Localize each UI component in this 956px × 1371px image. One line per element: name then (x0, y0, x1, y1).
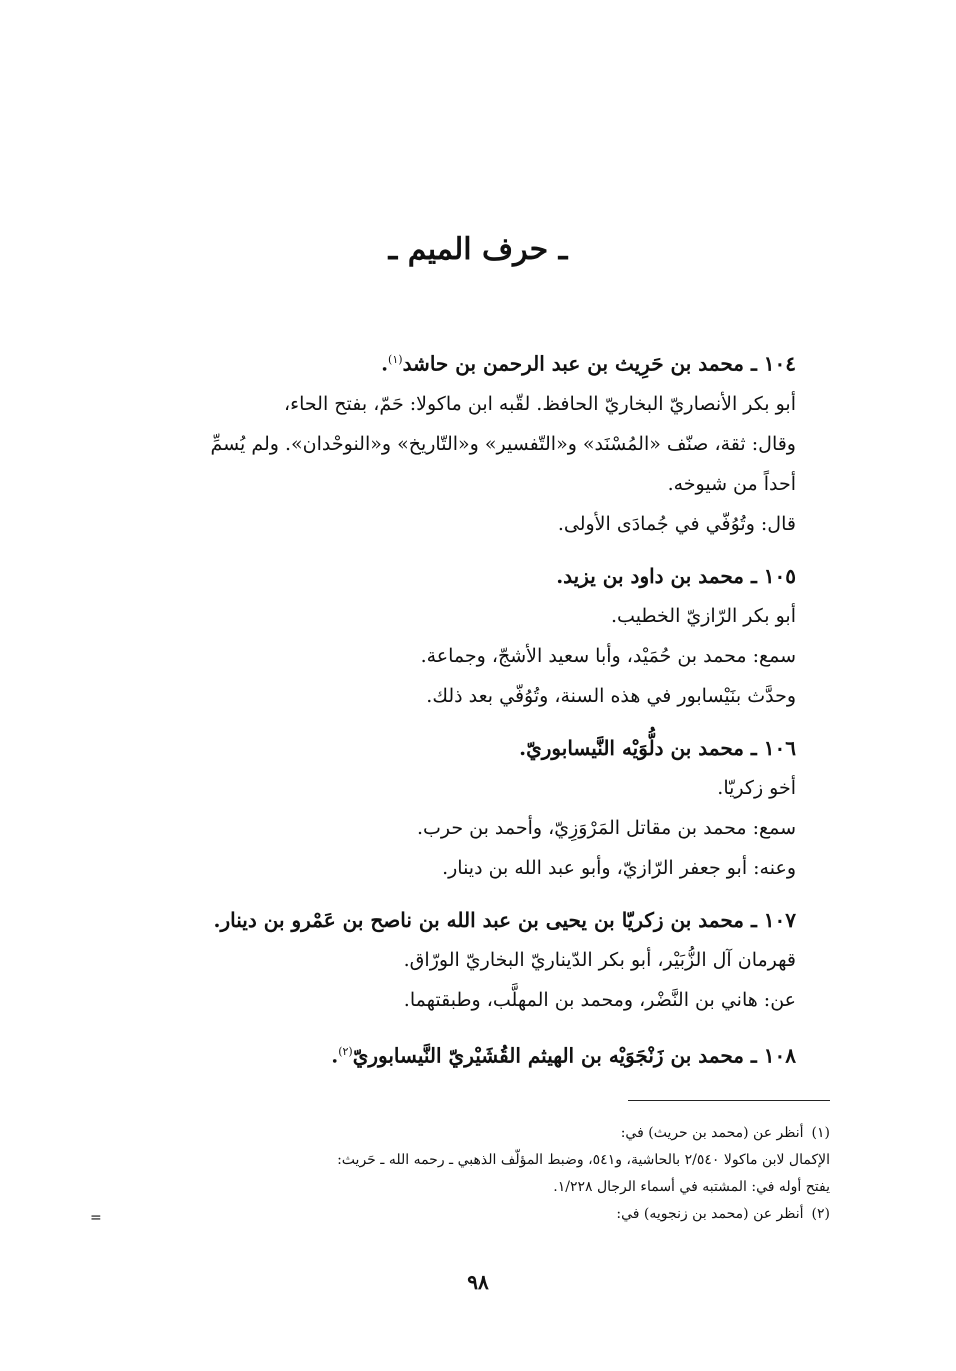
entry-heading: ١٠٥ ـ محمد بن داود بن يزيد. (556, 563, 796, 588)
footnote-marker: (١) (388, 353, 403, 366)
entry-108 (116, 1032, 796, 1076)
entries-body (116, 340, 796, 1087)
entry-107 (116, 900, 796, 1020)
entry-heading-end: . (331, 1043, 339, 1068)
entry-line: وقال: ثقة، صنّف «المُسْنَد» و«التّفسير» و«التّاريخ» و«النوحْدان». ولم يُسمِّ (210, 432, 796, 455)
entry-104 (116, 340, 796, 544)
entry-line: قهرمان آل الزُّبَيْر، أبو بكر الدّيناريّ البخاريّ الورّاق. (403, 948, 796, 971)
entry-heading: ١٠٦ ـ محمد بن دلُّوَيْه النَّيسابوريّ. (519, 735, 796, 760)
footnote-text: أنظر عن (محمد بن زنجويه) في: (616, 1206, 804, 1222)
entry-line: أحداً من شيوخه. (667, 472, 796, 495)
footnote-text: أنظر عن (محمد بن حريث) في: (620, 1125, 804, 1141)
entry-line: أبو بكر الأنصاريّ البخاريّ الحافظ. لقّبه ابن ماكولا: حَمّ، بفتح الحاء، (284, 392, 796, 415)
entry-105 (116, 556, 796, 716)
chapter-title: ـ حرف الميم ـ (388, 232, 568, 267)
footnote-line: يفتح أوله في: المشتبه في أسماء الرجال ١/٢٢٨. (553, 1179, 830, 1195)
footnotes (110, 1120, 830, 1228)
entry-heading-end: . (381, 351, 389, 376)
footnote-1 (110, 1120, 830, 1147)
continuation-mark: = (90, 1210, 102, 1226)
entry-line: قال: وتُوُفّي في جُمادَى الأولى. (557, 512, 796, 535)
footnote-number: (١) (811, 1125, 830, 1141)
entry-line: سمع: محمد بن حُمَيْد، وأبا سعيد الأشجّ، وجماعة. (420, 644, 796, 667)
entry-line: أبو بكر الرّازيّ الخطيب. (611, 604, 796, 627)
entry-line: عن: هاني بن النَّضْر، ومحمد بن المهلَّب، وطبقتهما. (403, 988, 796, 1011)
entry-line: أخو زكريّا. (717, 776, 796, 799)
footnote-line: الإكمال لابن ماكولا ٢/٥٤٠ بالحاشية، و٥٤١، وضبط المؤلّف الذهبي ـ رحمه الله ـ حَريث: (337, 1152, 830, 1168)
entry-line: سمع: محمد بن مقاتل المَرْوَزِيّ، وأحمد بن حرب. (416, 816, 796, 839)
page-number: ٩٨ (467, 1270, 489, 1294)
entry-heading-text: ١٠٨ ـ محمد بن زَنْجَوَيْه بن الهيثم القُشَيْريّ النَّيسابوريّ (352, 1043, 796, 1068)
entry-heading-text: ١٠٤ ـ محمد بن حَرِيث بن عبد الرحمن بن حاشد (402, 351, 796, 376)
footnote-divider (628, 1100, 830, 1101)
entry-line: وعنه: أبو جعفر الرّازيّ، وأبو عبد الله بن دينار. (442, 856, 796, 879)
footnote-number: (٢) (811, 1206, 830, 1222)
entry-heading (116, 340, 796, 384)
footnote-2 (110, 1201, 830, 1228)
entry-heading (116, 1032, 796, 1076)
entry-line: وحدَّث بنَيْسابور في هذه السنة، وتُوُفّي بعد ذلك. (426, 684, 796, 707)
footnote-marker: (٢) (338, 1044, 353, 1058)
entry-106 (116, 728, 796, 888)
entry-heading: ١٠٧ ـ محمد بن زكريّا بن يحيى بن عبد الله بن ناصح بن عَمْرو بن دينار. (213, 907, 796, 932)
